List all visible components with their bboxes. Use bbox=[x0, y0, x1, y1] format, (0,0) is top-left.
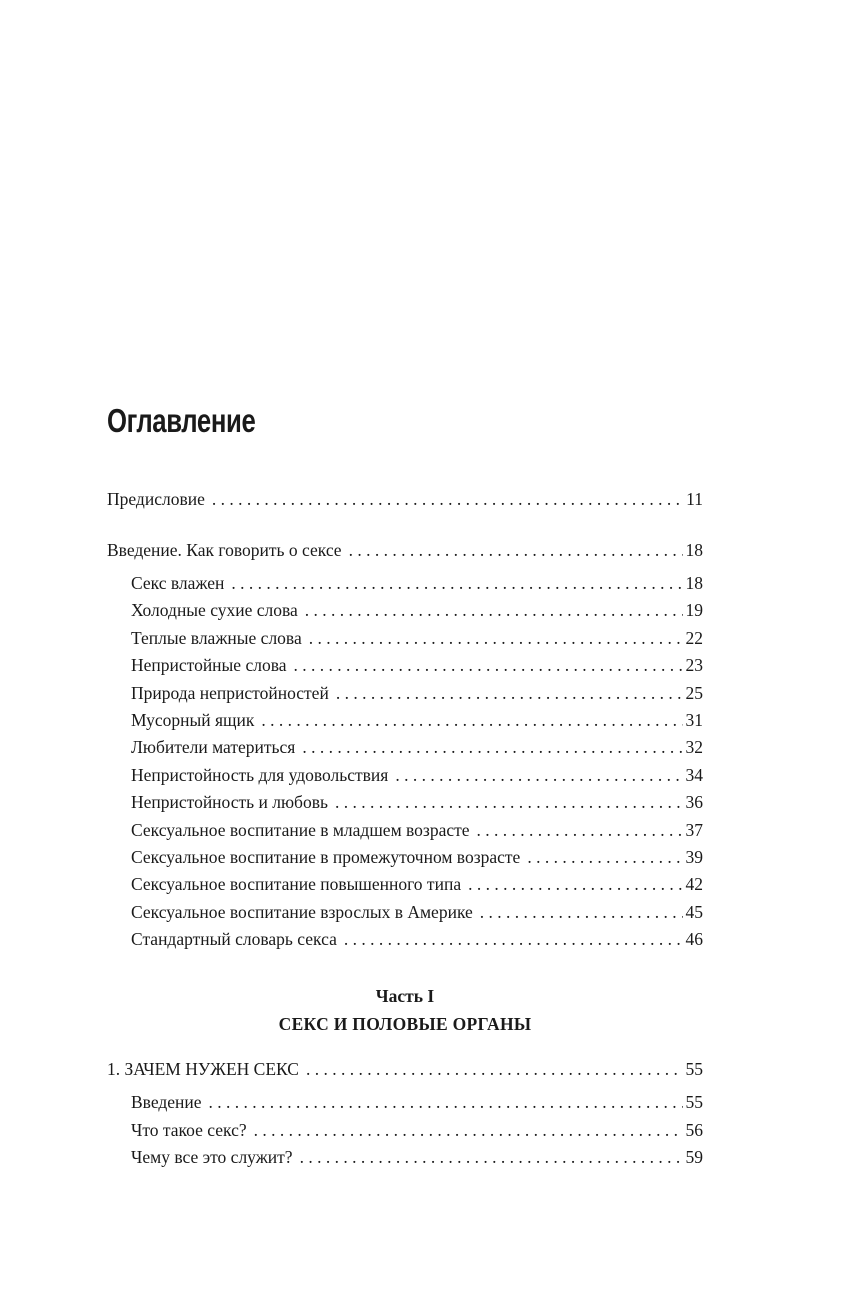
toc-entry-page: 18 bbox=[685, 573, 703, 593]
toc-entry-title: Холодные сухие слова bbox=[131, 600, 298, 620]
dot-leader bbox=[261, 708, 682, 732]
toc-entry-page: 55 bbox=[685, 1092, 703, 1112]
toc-entry-title: Природа непристойностей bbox=[131, 683, 329, 703]
toc-entry-page: 45 bbox=[685, 902, 703, 922]
toc-entry-title: Сексуальное воспитание в младшем возрасте bbox=[131, 820, 470, 840]
toc-subentry[interactable] bbox=[131, 571, 703, 595]
toc-entry-title: Сексуальное воспитание в промежуточном возрасте bbox=[131, 847, 521, 867]
toc-entry-introduction[interactable] bbox=[107, 538, 703, 562]
toc-subentry[interactable] bbox=[131, 927, 703, 951]
toc-subentry[interactable] bbox=[131, 818, 703, 842]
toc-entry-page: 32 bbox=[685, 737, 703, 757]
toc-entry-title: Введение bbox=[131, 1092, 202, 1112]
part-label: Часть I bbox=[375, 986, 435, 1006]
toc-entry-title: Непристойность для удовольствия bbox=[131, 765, 389, 785]
dot-leader bbox=[209, 1090, 683, 1114]
toc-entry-title: Сексуальное воспитание взрослых в Америке bbox=[131, 902, 473, 922]
toc-entry-title: Мусорный ящик bbox=[131, 710, 255, 730]
dot-leader bbox=[477, 818, 683, 842]
dot-leader bbox=[468, 872, 682, 896]
toc-entry-title: Непристойность и любовь bbox=[131, 792, 328, 812]
dot-leader bbox=[254, 1118, 683, 1142]
toc-entry-title: Теплые влажные слова bbox=[131, 628, 302, 648]
toc-entry-page: 34 bbox=[685, 765, 703, 785]
dot-leader bbox=[302, 735, 682, 759]
toc-entry-page: 56 bbox=[685, 1120, 703, 1140]
toc-subentry[interactable] bbox=[131, 598, 703, 622]
toc-entry-title: 1. ЗАЧЕМ НУЖЕН СЕКС bbox=[107, 1059, 299, 1079]
dot-leader bbox=[306, 1057, 683, 1081]
part-title: СЕКС И ПОЛОВЫЕ ОРГАНЫ bbox=[278, 1014, 532, 1034]
dot-leader bbox=[335, 790, 683, 814]
toc-subentry[interactable] bbox=[131, 790, 703, 814]
toc-entry-title: Предисловие bbox=[107, 489, 205, 509]
toc-entry-page: 36 bbox=[685, 792, 703, 812]
toc-entry-page: 23 bbox=[685, 655, 703, 675]
toc-entry-page: 25 bbox=[685, 683, 703, 703]
toc-subentry[interactable] bbox=[131, 681, 703, 705]
dot-leader bbox=[309, 626, 683, 650]
toc-subentry[interactable] bbox=[131, 626, 703, 650]
dot-leader bbox=[349, 538, 683, 562]
toc-subentry[interactable] bbox=[131, 1118, 703, 1142]
toc-subentry[interactable] bbox=[131, 708, 703, 732]
toc-subentry[interactable] bbox=[131, 1145, 703, 1169]
toc-heading: Оглавление bbox=[107, 402, 256, 439]
toc-entry-page: 42 bbox=[685, 874, 703, 894]
toc-subentry[interactable] bbox=[131, 1090, 703, 1114]
toc-entry-title: Что такое секс? bbox=[131, 1120, 247, 1140]
toc-subentry[interactable] bbox=[131, 872, 703, 896]
toc-entry-page: 22 bbox=[685, 628, 703, 648]
dot-leader bbox=[212, 487, 683, 511]
toc-entry-page: 37 bbox=[685, 820, 703, 840]
toc-entry-page: 39 bbox=[685, 847, 703, 867]
toc-entry-page: 19 bbox=[685, 600, 703, 620]
dot-leader bbox=[480, 900, 683, 924]
toc-entry-title: Чему все это служит? bbox=[131, 1147, 293, 1167]
toc-subentry[interactable] bbox=[131, 845, 703, 869]
toc-entry-chapter-1[interactable] bbox=[107, 1057, 703, 1081]
toc-subentry[interactable] bbox=[131, 900, 703, 924]
toc-entry-title: Непристойные слова bbox=[131, 655, 287, 675]
dot-leader bbox=[344, 927, 683, 951]
toc-subentry[interactable] bbox=[131, 763, 703, 787]
dot-leader bbox=[395, 763, 682, 787]
toc-entry-page: 55 bbox=[685, 1059, 703, 1079]
toc-entry-page: 31 bbox=[685, 710, 703, 730]
toc-entry-title: Сексуальное воспитание повышенного типа bbox=[131, 874, 462, 894]
toc-subentry[interactable] bbox=[131, 735, 703, 759]
dot-leader bbox=[336, 681, 683, 705]
toc-entry-title: Любители материться bbox=[131, 737, 296, 757]
toc-entry-title: Стандартный словарь секса bbox=[131, 929, 337, 949]
dot-leader bbox=[231, 571, 682, 595]
dot-leader bbox=[305, 598, 683, 622]
toc-subentry[interactable] bbox=[131, 653, 703, 677]
toc-entry-page: 18 bbox=[685, 540, 703, 560]
dot-leader bbox=[527, 845, 682, 869]
dot-leader bbox=[300, 1145, 683, 1169]
toc-entry-title: Введение. Как говорить о сексе bbox=[107, 540, 342, 560]
toc-entry-page: 59 bbox=[685, 1147, 703, 1167]
toc-entry-page: 11 bbox=[686, 489, 703, 509]
toc-entry-preface[interactable] bbox=[107, 487, 703, 511]
toc-entry-title: Секс влажен bbox=[131, 573, 225, 593]
dot-leader bbox=[294, 653, 683, 677]
toc-entry-page: 46 bbox=[685, 929, 703, 949]
